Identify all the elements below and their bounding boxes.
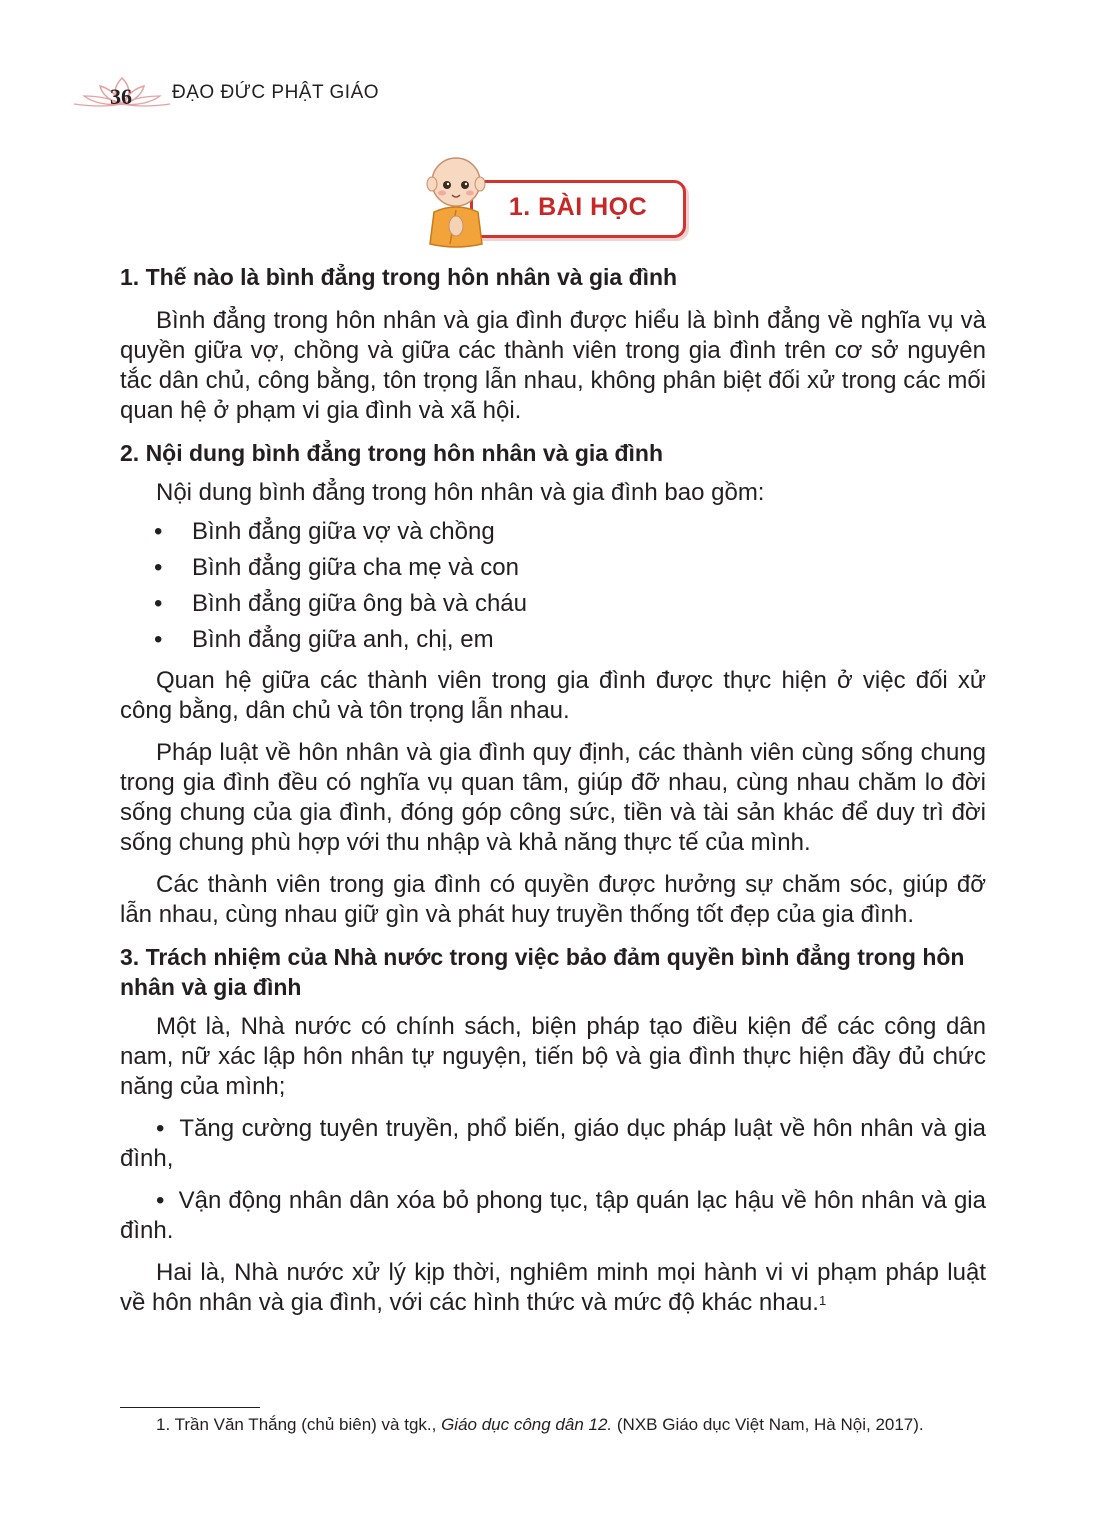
page-header [72, 74, 402, 114]
running-title: ĐẠO ĐỨC PHẬT GIÁO [172, 82, 380, 103]
banner-box [470, 180, 686, 238]
section1-heading: 1. Thế nào là bình đẳng trong hôn nhân và gia đình [120, 264, 678, 290]
section2-paragraph-1: Quan hệ giữa các thành viên trong gia đình được thực hiện ở việc đối xử công bằng, dân chủ và tôn trọng lẫn nhau. [120, 667, 986, 724]
section3-heading: 3. Trách nhiệm của Nhà nước trong việc bảo đảm quyền bình đẳng trong hôn nhân và gia đình [120, 944, 965, 1000]
list-item: • Bình đẳng giữa ông bà và cháu [154, 590, 527, 617]
banner-title: 1. BÀI HỌC [508, 193, 648, 221]
list-item: • Bình đẳng giữa cha mẹ và con [154, 554, 519, 581]
section2-paragraph-2: Pháp luật về hôn nhân và gia đình quy định, các thành viên cùng sống chung trong gia đình đều có nghĩa vụ quan tâm, giúp đỡ nhau, cùng nhau chăm lo đời sống chung của gia đình, đóng góp công sức, tiền và tài sản khác để duy trì đời sống chung phù hợp với thu nhập và khả năng thực tế của mình. [120, 739, 986, 856]
section3-paragraph-1: Một là, Nhà nước có chính sách, biện pháp tạo điều kiện để các công dân nam, nữ xác lập hôn nhân tự nguyện, tiến bộ và gia đình thực hiện đầy đủ chức năng của mình; [120, 1013, 986, 1100]
monk-mascot-icon [420, 152, 492, 248]
page-number: 36 [110, 84, 132, 109]
section2-paragraph-3: Các thành viên trong gia đình có quyền được hưởng sự chăm sóc, giúp đỡ lẫn nhau, cùng nhau giữ gìn và phát huy truyền thống tốt đẹp của gia đình. [120, 871, 986, 928]
section3-paragraph-2: Hai là, Nhà nước xử lý kịp thời, nghiêm minh mọi hành vi vi phạm pháp luật về hôn nhân và gia đình, với các hình thức và mức độ khác nhau.$^1$ [120, 1259, 986, 1316]
footnote: 1. Trần Văn Thắng (chủ biên) và tgk., Giáo dục công dân 12. (NXB Giáo dục Việt Nam, Hà Nội, 2017). [156, 1415, 924, 1434]
section2-intro: Nội dung bình đẳng trong hôn nhân và gia đình bao gồm: [156, 479, 765, 506]
main-content [120, 262, 986, 1318]
list-item: • Bình đẳng giữa vợ và chồng [154, 518, 495, 545]
list-item: • Bình đẳng giữa anh, chị, em [154, 626, 494, 653]
footnote-reference: 1 [818, 1293, 827, 1308]
footnote-divider [120, 1407, 260, 1408]
section2-heading: 2. Nội dung bình đẳng trong hôn nhân và gia đình [120, 440, 664, 466]
section-banner [420, 152, 685, 248]
section3-bullet-2: • Vận động nhân dân xóa bỏ phong tục, tập quán lạc hậu về hôn nhân và gia đình. [120, 1187, 986, 1244]
section3-bullet-1: • Tăng cường tuyên truyền, phổ biến, giáo dục pháp luật về hôn nhân và gia đình, [120, 1115, 986, 1172]
section1-paragraph: Bình đẳng trong hôn nhân và gia đình được hiểu là bình đẳng về nghĩa vụ và quyền giữa vợ, chồng và giữa các thành viên trong gia đình trên cơ sở nguyên tắc dân chủ, công bằng, tôn trọng lẫn nhau, không phân biệt đối xử trong các mối quan hệ ở phạm vi gia đình và xã hội. [120, 307, 986, 424]
section2-bullet-list [120, 514, 986, 658]
